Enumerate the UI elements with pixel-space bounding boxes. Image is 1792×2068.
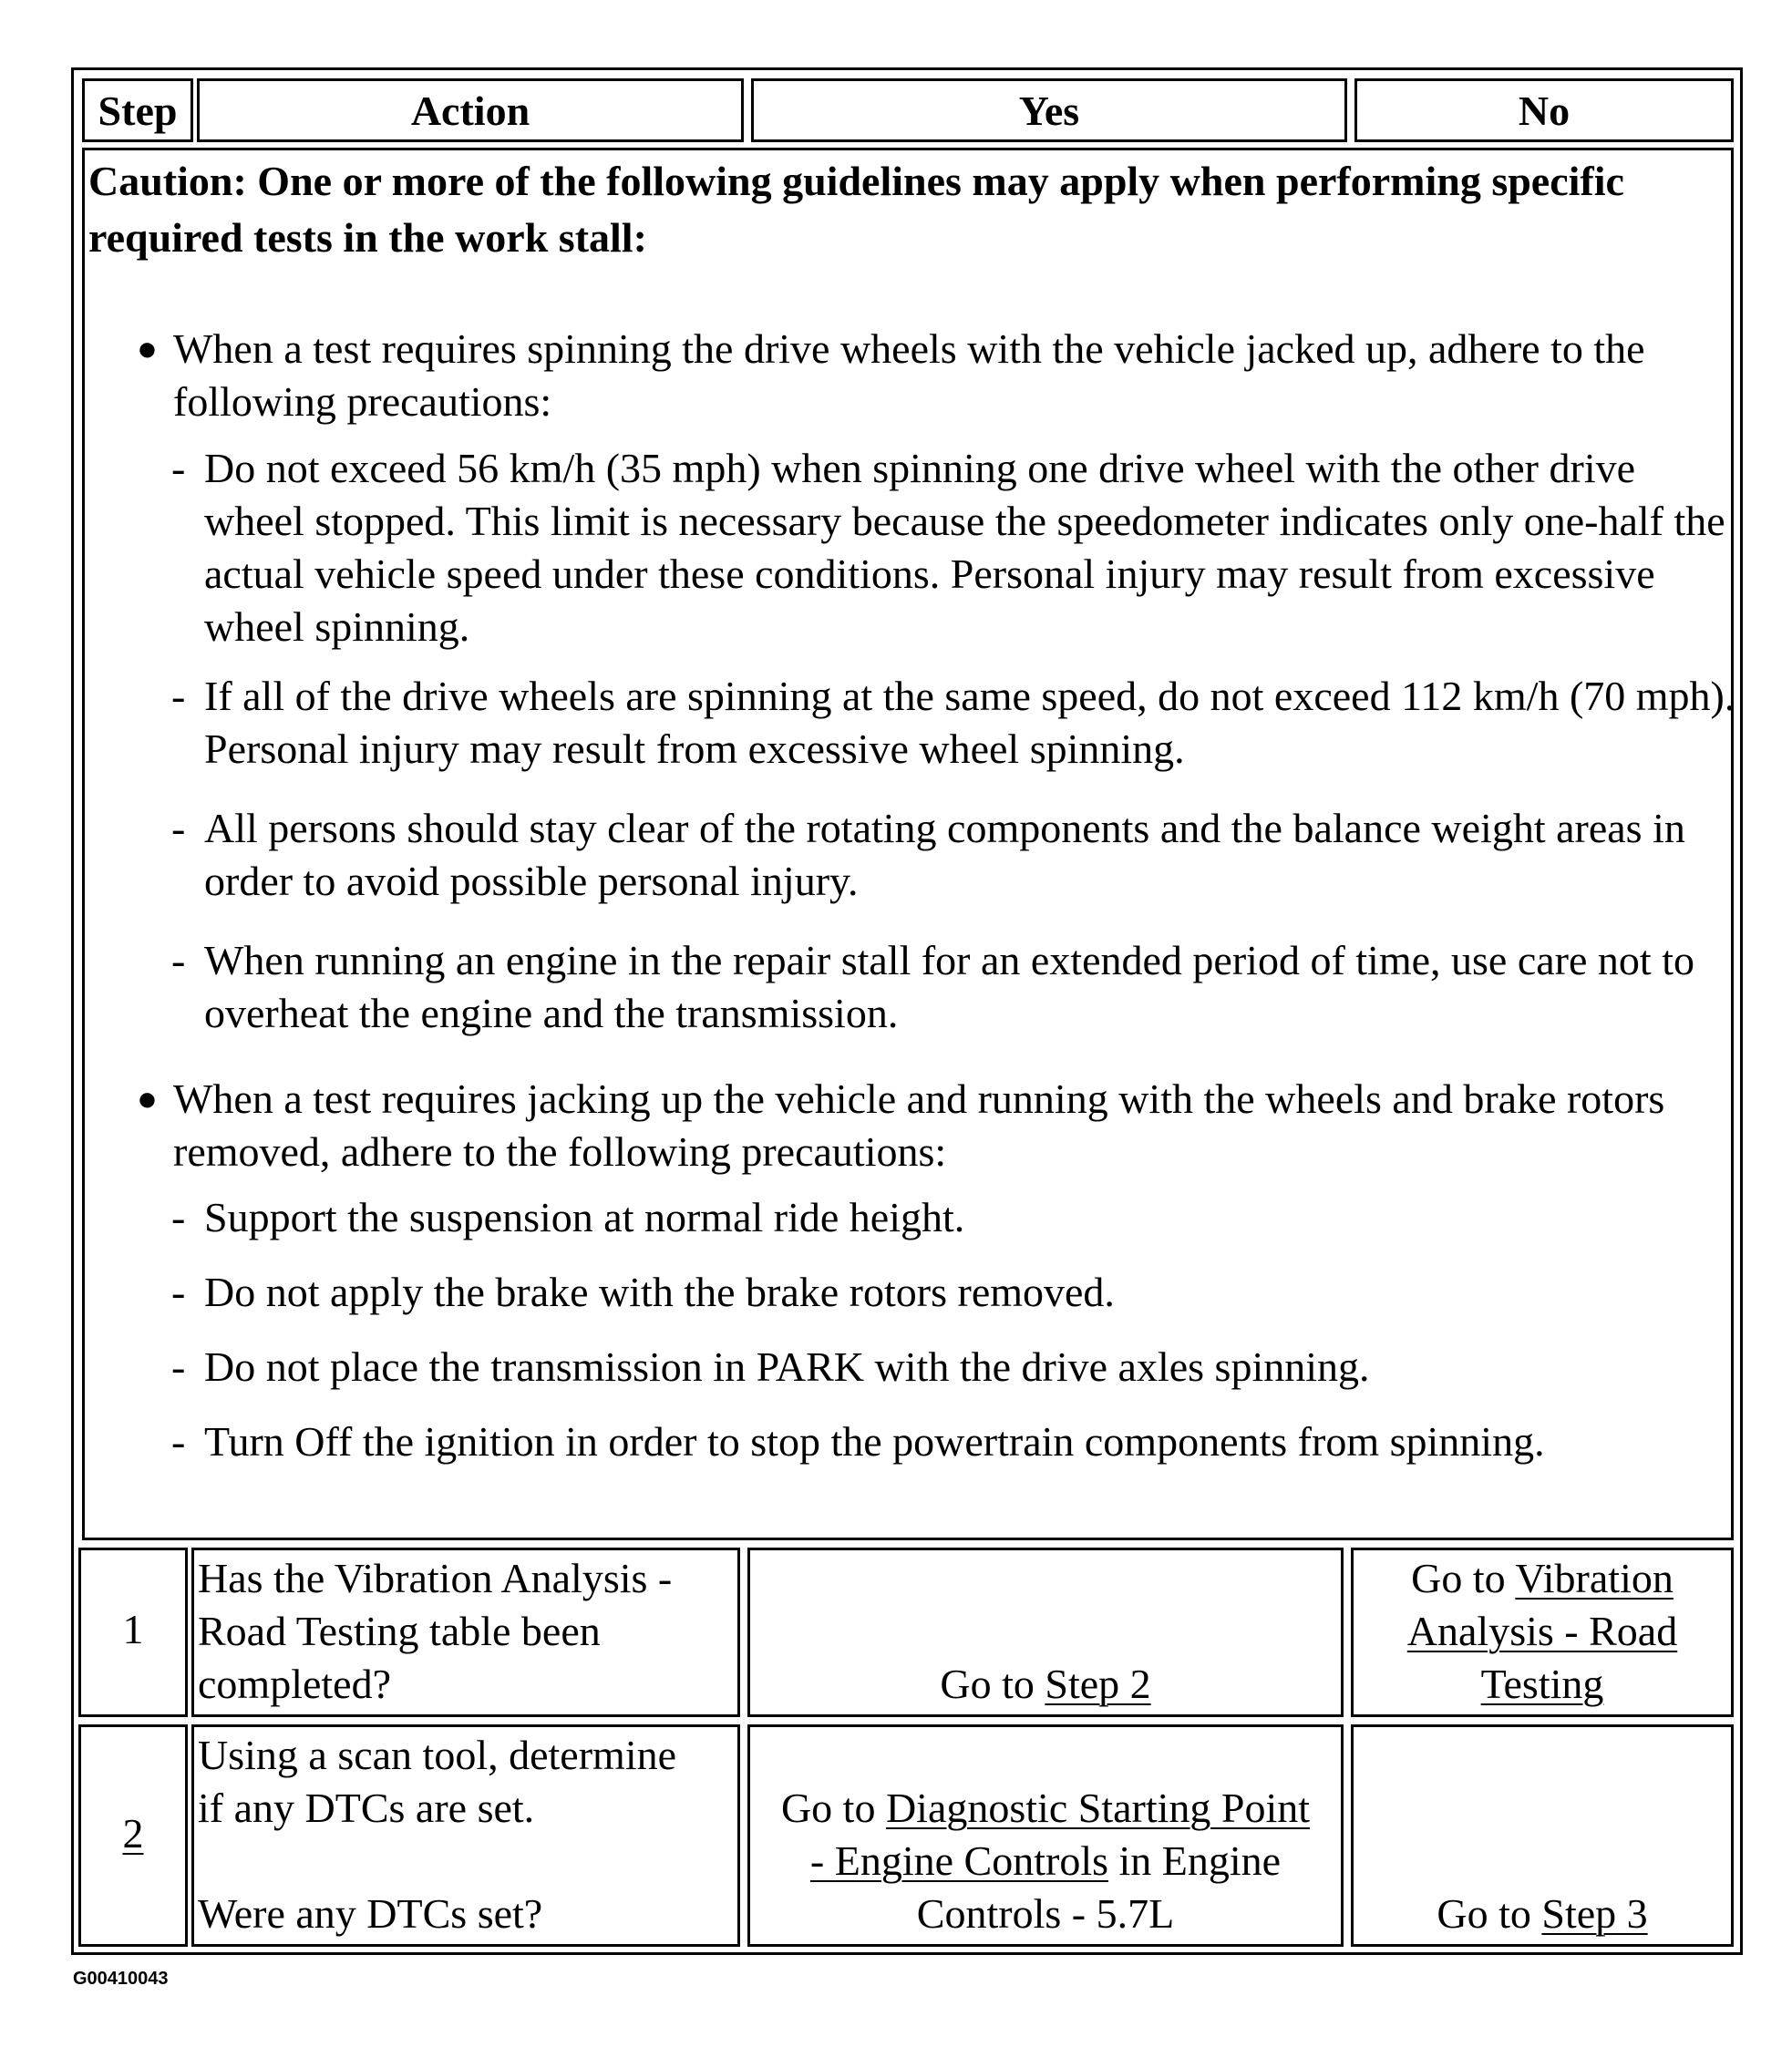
link-diagnostic-starting-point[interactable]: Diagnostic Starting Point (885, 1785, 1311, 1831)
dash-icon: - (171, 445, 186, 491)
bullet-text: When a test requires spinning the drive wheels with the vehicle jacked up, adhere to the following precautions: (173, 325, 1645, 425)
subitem-text: Do not apply the brake with the brake rotors removed. (204, 1269, 1115, 1315)
link-vibration-analysis-road-testing[interactable]: Testing (1480, 1661, 1604, 1707)
bullet-icon: ● (137, 1080, 158, 1118)
header-yes-label: Yes (1018, 87, 1080, 134)
link-diagnostic-starting-point[interactable]: - Engine Controls (809, 1837, 1108, 1884)
row1-yes (750, 1658, 1341, 1711)
subitem-text: If all of the drive wheels are spinning at the same speed, do not exceed 112 km/h (70 mph). Personal injury may result from excessive wheel spinning. (204, 673, 1735, 772)
subitem-text: Turn Off the ignition in order to stop the powertrain components from spinning. (204, 1418, 1545, 1465)
row2-no (1354, 1888, 1731, 1940)
figure-code: G00410043 (73, 1969, 169, 1989)
row1-no-line1 (1354, 1552, 1731, 1605)
dash-icon: - (171, 1418, 186, 1465)
goto-text: Go to (780, 1785, 886, 1831)
row1-action-line: Has the Vibration Analysis - (198, 1555, 673, 1601)
header-action-label: Action (410, 87, 530, 134)
row2-yes-line2 (750, 1835, 1341, 1888)
goto-text: Go to (1437, 1890, 1542, 1937)
dash-icon: - (171, 1194, 186, 1240)
subitem-text: All persons should stay clear of the rotating components and the balance weight areas in order to avoid possible personal injury. (204, 805, 1685, 904)
link-vibration-analysis-road-testing[interactable]: Vibration (1515, 1555, 1674, 1601)
row2-action-cell (191, 1724, 740, 1947)
row1-action-cell (191, 1548, 740, 1717)
dash-icon: - (171, 1343, 186, 1390)
header-action (197, 78, 744, 142)
goto-text: Go to (1411, 1555, 1516, 1601)
row2-yes-line3: Controls - 5.7L (916, 1890, 1175, 1937)
row2-yes-cell (747, 1724, 1344, 1947)
header-no-label: No (1518, 87, 1571, 134)
row2-yes-line1 (750, 1782, 1341, 1835)
subitem-text: Do not place the transmission in PARK with the drive axles spinning. (204, 1343, 1370, 1390)
row2-action-line: if any DTCs are set. (198, 1785, 535, 1831)
row2-action-line: Using a scan tool, determine (198, 1732, 677, 1778)
bullet-icon: ● (137, 330, 158, 368)
header-yes (751, 78, 1347, 142)
link-step-2[interactable]: Step 2 (1045, 1661, 1151, 1707)
subitem-text: Do not exceed 56 km/h (35 mph) when spinning one drive wheel with the other drive wheel stopped. This limit is necessary because the speedometer indicates only one-half the actual vehicle speed under these conditions. Personal injury may result from excessive wheel spinning. (204, 445, 1725, 650)
header-step (82, 78, 193, 142)
link-step-2-anchor[interactable]: 2 (122, 1810, 144, 1857)
bullet-text: When a test requires jacking up the vehicle and running with the wheels and brake rotors removed, adhere to the following precautions: (173, 1075, 1665, 1175)
subitem-text: When running an engine in the repair stall for an extended period of time, use care not to overheat the engine and the transmission. (204, 937, 1694, 1036)
row1-no-cell (1351, 1548, 1734, 1717)
row2-step-cell (78, 1724, 188, 1947)
caution-title: Caution: One or more of the following guidelines may apply when performing specific required tests in the work stall: (88, 158, 1624, 261)
link-vibration-analysis-road-testing[interactable]: Analysis - Road (1406, 1608, 1678, 1654)
dash-icon: - (171, 805, 186, 851)
dash-icon: - (171, 1269, 186, 1315)
row2-action-question: Were any DTCs set? (198, 1890, 543, 1937)
link-step-3[interactable]: Step 3 (1541, 1890, 1648, 1937)
row1-no-line2 (1354, 1605, 1731, 1658)
row1-action-line: completed? (198, 1661, 392, 1707)
row1-action-line: Road Testing table been (198, 1608, 601, 1654)
row1-step-cell (78, 1548, 188, 1717)
header-no (1354, 78, 1734, 142)
header-step-label: Step (98, 87, 178, 134)
dash-icon: - (171, 673, 186, 719)
row1-step: 1 (122, 1606, 144, 1652)
row2-no-cell (1351, 1724, 1734, 1947)
row1-yes-cell (747, 1548, 1344, 1717)
subitem-text: Support the suspension at normal ride height. (204, 1194, 965, 1240)
yes-suffix: in Engine (1108, 1837, 1282, 1884)
row2-step (81, 1807, 185, 1860)
goto-text: Go to (940, 1661, 1045, 1707)
dash-icon: - (171, 937, 186, 983)
row1-no-line3 (1354, 1658, 1731, 1711)
